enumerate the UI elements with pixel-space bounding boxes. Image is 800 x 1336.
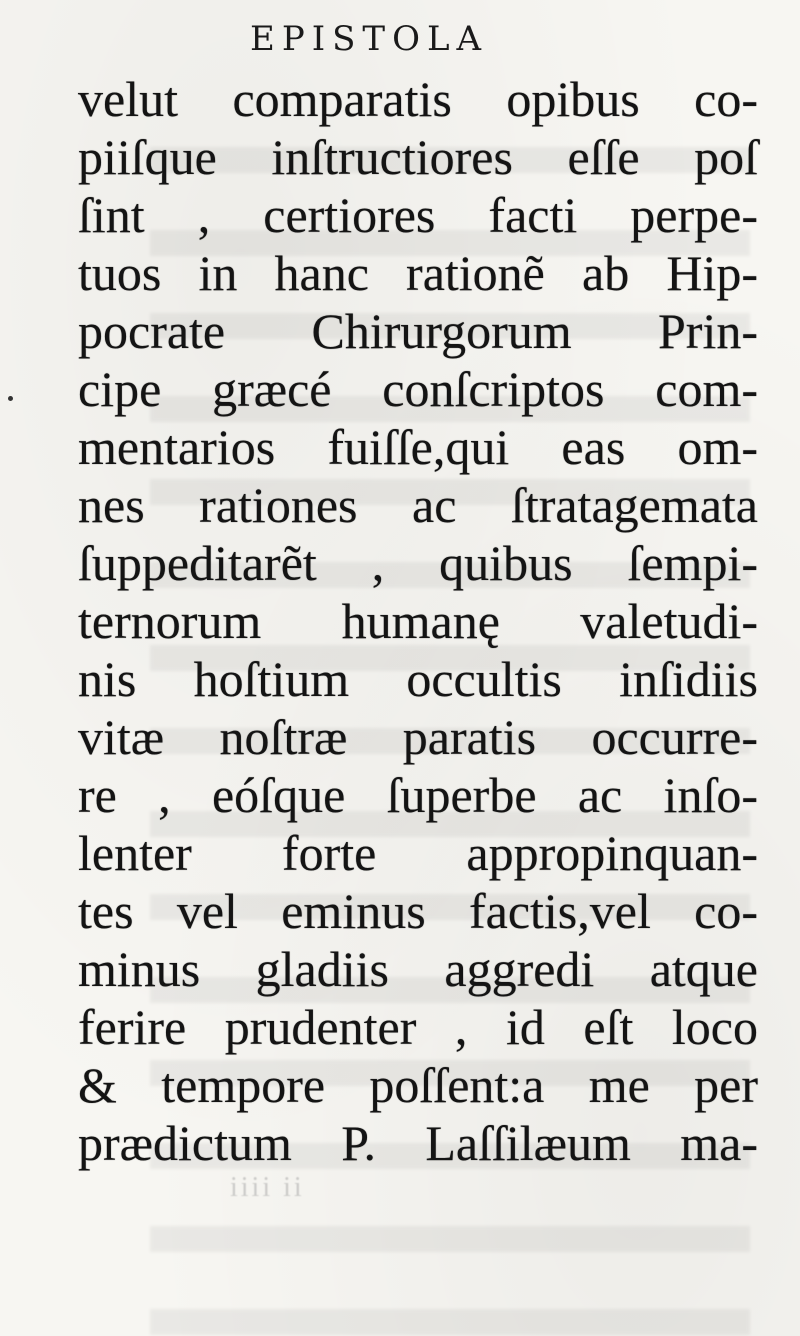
text-line: ſuppeditarẽt , quibus ſempi- — [78, 535, 758, 591]
text-line: pocrate Chirurgorum Prin- — [78, 303, 758, 359]
text-line: cipe græcé conſcriptos com- — [78, 361, 758, 417]
text-line: re , eóſque ſuperbe ac inſo- — [78, 767, 758, 823]
text-line: lenter forte appropinquan- — [78, 825, 758, 881]
text-line: minus gladiis aggredi atque — [78, 941, 758, 997]
text-line: ſint , certiores facti perpe- — [78, 187, 758, 243]
text-line: mentarios fuiſſe,qui eas om- — [78, 419, 758, 475]
text-line: ferire prudenter , id eſt loco — [78, 999, 758, 1055]
text-line: tes vel eminus factis,vel co- — [78, 883, 758, 939]
text-line: prædictum P. Laſſilæum ma- — [78, 1115, 758, 1171]
text-line: nes rationes ac ſtratagemata — [78, 477, 758, 533]
ink-speck — [8, 396, 13, 401]
signature-mark: iiii ii — [230, 1172, 305, 1203]
text-line: piiſque inſtructiores eſſe poſ — [78, 129, 758, 185]
body-text — [78, 70, 758, 1172]
text-line: & tempore poſſent:a me per — [78, 1057, 758, 1113]
running-head: EPISTOLA — [250, 19, 489, 59]
text-line: tuos in hanc rationẽ ab Hip- — [78, 245, 758, 301]
text-line: ternorum humanę valetudi- — [78, 593, 758, 649]
text-line: nis hoſtium occultis inſidiis — [78, 651, 758, 707]
text-line: velut comparatis opibus co- — [78, 71, 758, 127]
text-line: vitæ noſtræ paratis occurre- — [78, 709, 758, 765]
